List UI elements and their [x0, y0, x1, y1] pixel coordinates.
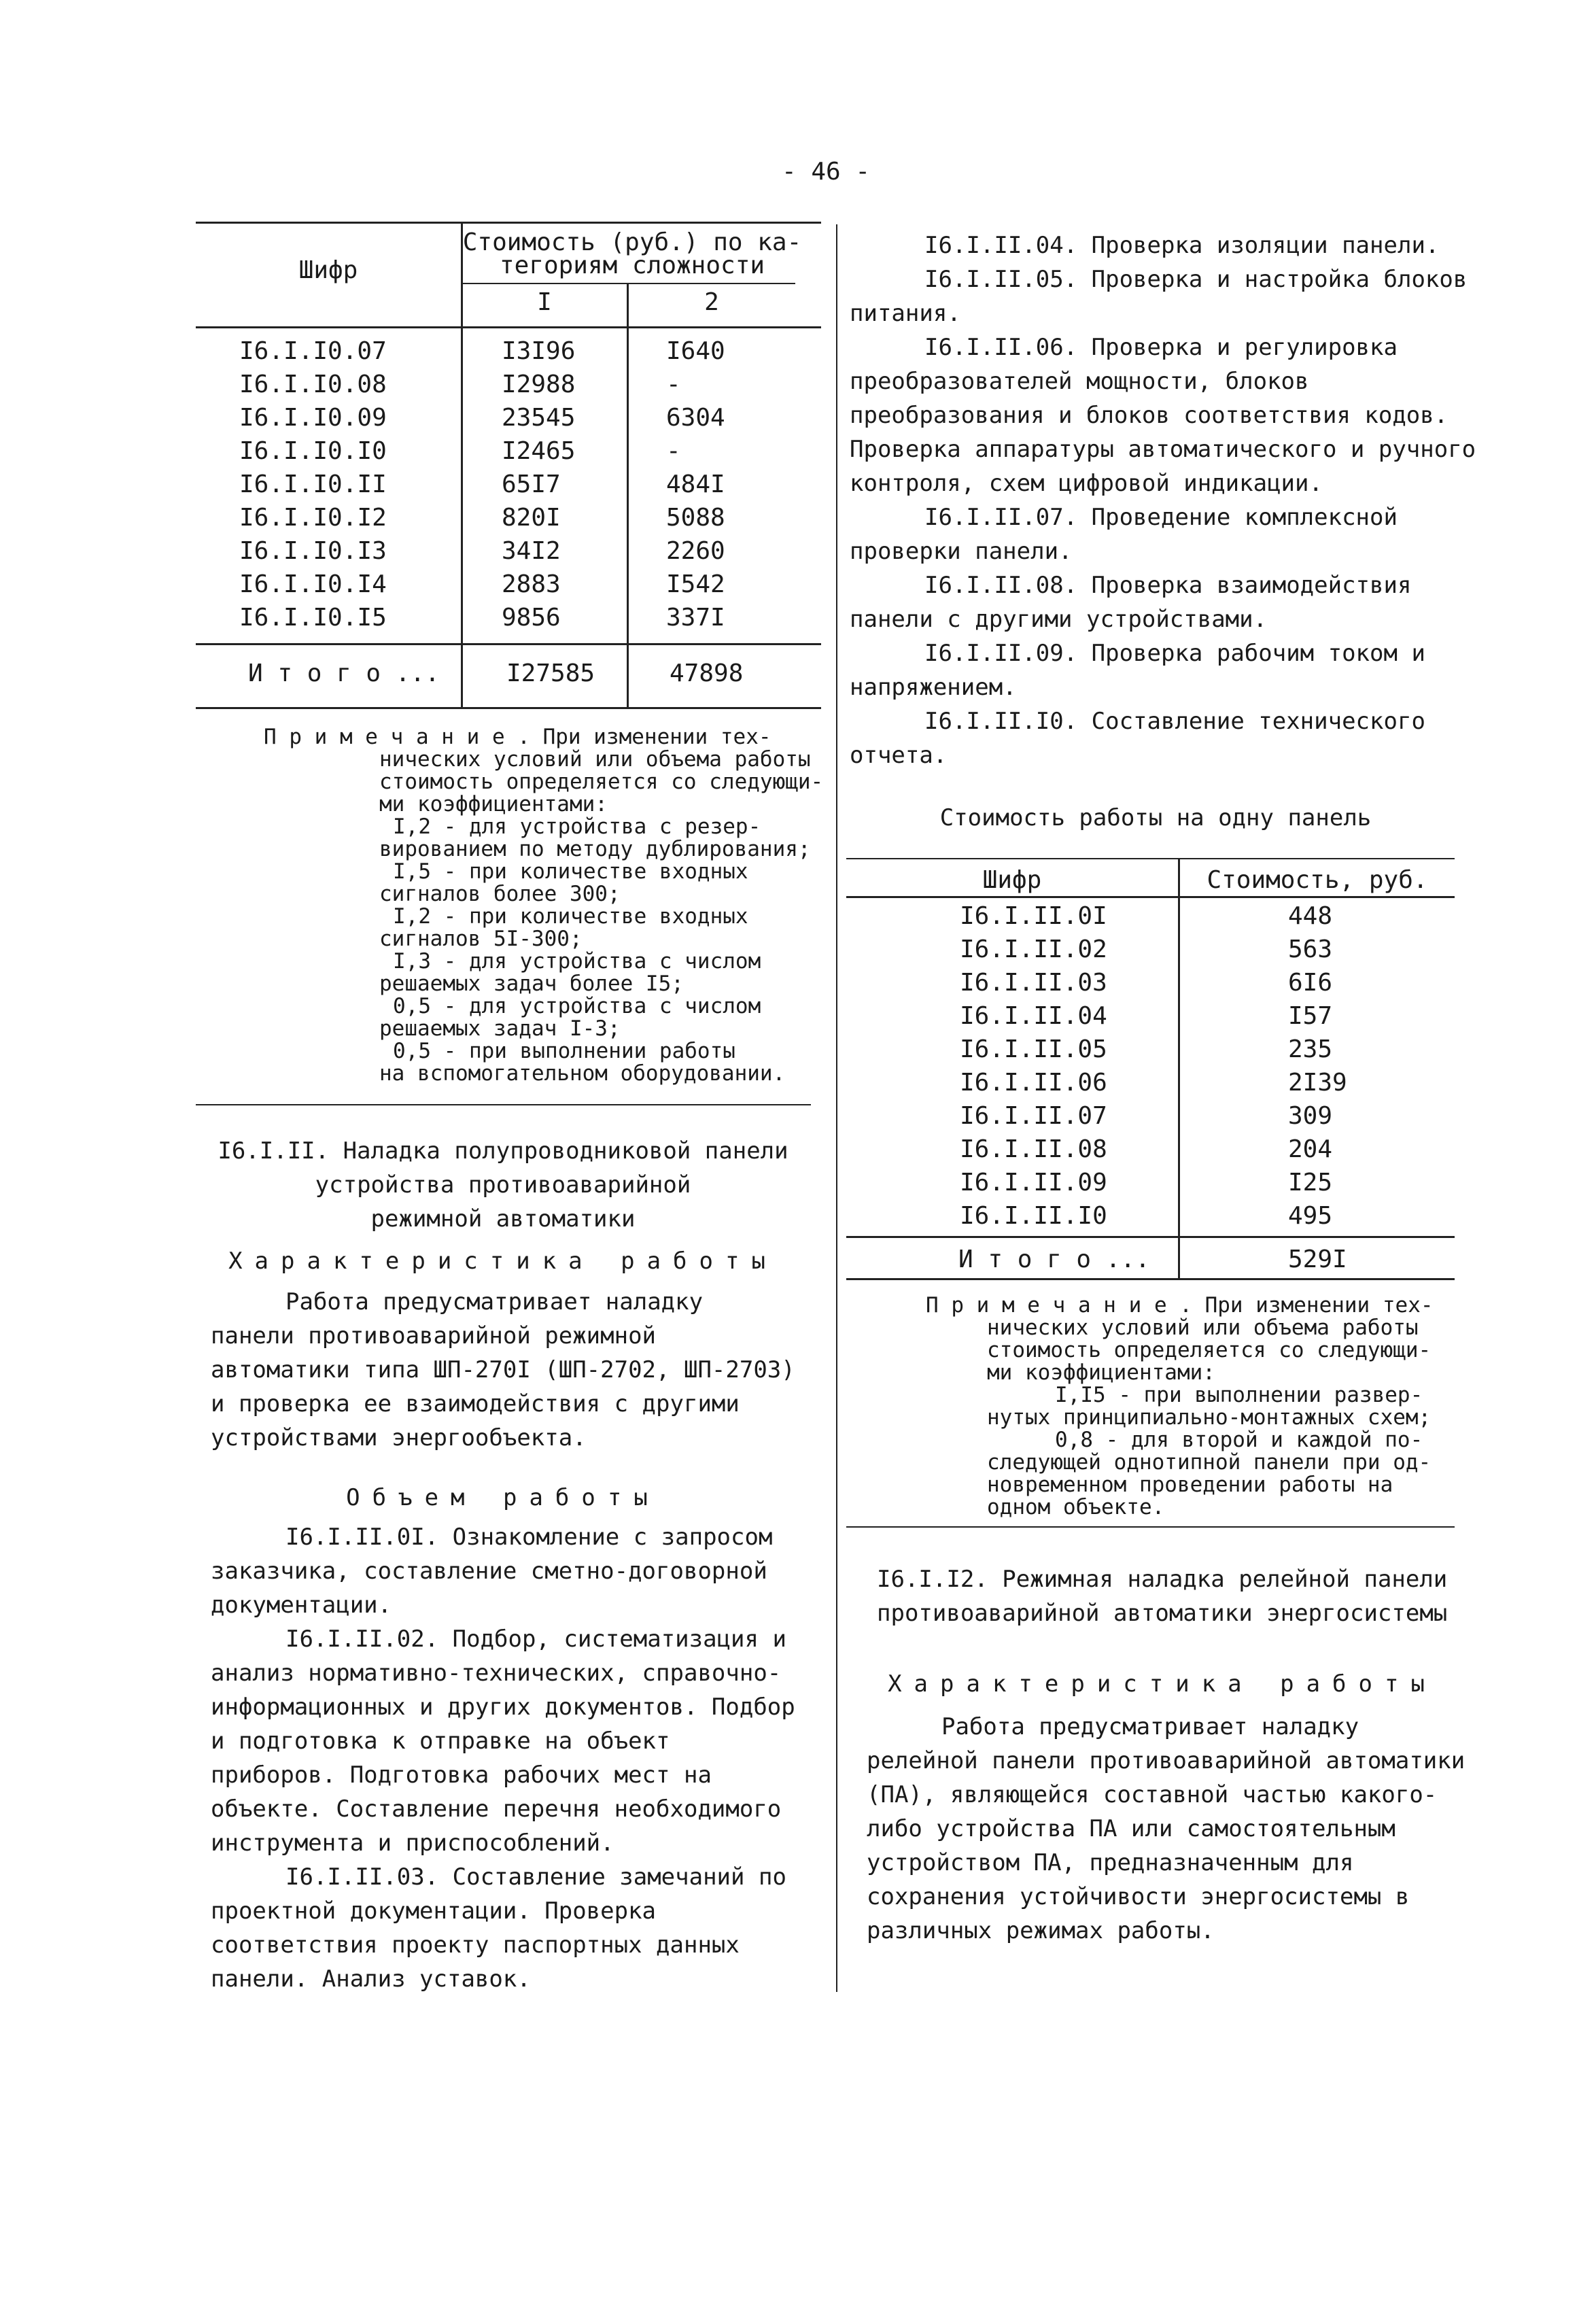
table-rule: [627, 284, 629, 707]
note-line: стоимость определяется со следующи-: [987, 1338, 1432, 1362]
note-line: решаемых задач I-3;: [379, 1016, 621, 1041]
work-item: I6.I.II.04. Проверка изоляции панели.: [924, 232, 1440, 259]
row-cost: I25: [1288, 1169, 1333, 1197]
section-title-line: I6.I.II. Наладка полупроводниковой панели: [218, 1137, 788, 1165]
row-cost-cat2: I542: [666, 570, 725, 598]
row-cost-cat1: 34I2: [502, 537, 561, 565]
char-text-1611: Работа предусматривает наладку панели противоаварийной режимной автоматики типа ШП-270I (ШП-2702, ШП-2703) и проверка ее взаимодействия с другими устройствами энергообъекта.: [211, 1288, 795, 1451]
header-code: Шифр: [982, 866, 1042, 894]
note-line: I,I5 - при выполнении развер-: [1055, 1383, 1423, 1407]
row-cost: 235: [1288, 1035, 1333, 1063]
note-line: I,2 - для устройства с резер-: [393, 814, 761, 839]
work-item: I6.I.II.08. Проверка взаимодействия панели с другими устройствами.: [850, 572, 1412, 633]
table-rule: [846, 1278, 1455, 1280]
row-code: I6.I.I0.09: [239, 404, 387, 432]
char-heading-1612: Характеристика работы: [888, 1670, 1437, 1698]
table-rule: [462, 283, 795, 284]
row-code: I6.I.I0.I5: [239, 604, 387, 632]
header-category-2: 2: [704, 288, 719, 316]
row-cost-cat1: 65I7: [502, 470, 561, 498]
work-item: I6.I.II.07. Проведение комплексной проверки панели.: [850, 504, 1398, 565]
note-line: нутых принципиально-монтажных схем;: [987, 1405, 1432, 1430]
total-label: И т о г о ...: [958, 1245, 1150, 1273]
row-cost-cat1: I2465: [502, 437, 576, 465]
note-line: одном объекте.: [987, 1495, 1165, 1519]
table-rule: [846, 858, 1455, 859]
note-line: стоимость определяется со следующи-: [379, 770, 824, 794]
total-label: И т о г о ...: [248, 659, 440, 687]
row-cost: 6I6: [1288, 969, 1333, 997]
row-code: I6.I.II.08: [960, 1135, 1107, 1163]
work-item: I6.I.II.05. Проверка и настройка блоков питания.: [850, 266, 1468, 327]
row-cost: I57: [1288, 1002, 1333, 1030]
table-rule: [196, 643, 821, 645]
note-line: ми коэффициентами:: [987, 1360, 1215, 1385]
volume-heading: Объем работы: [346, 1484, 660, 1511]
note-line: сигналов 5I-300;: [379, 927, 583, 951]
note-line: 0,5 - при выполнении работы: [393, 1039, 735, 1063]
row-cost: 204: [1288, 1135, 1333, 1163]
row-cost: 563: [1288, 935, 1333, 963]
section-title-line: режимной автоматики: [370, 1205, 636, 1233]
row-cost: 495: [1288, 1202, 1333, 1230]
row-code: I6.I.I0.07: [239, 337, 387, 365]
page-number: - 46 -: [782, 158, 871, 186]
note-line: I,5 - при количестве входных: [393, 859, 748, 884]
work-item: I6.I.II.03. Составление замечаний по проектной документации. Проверка соответствия проекту паспортных данных панели. Анализ уставок.: [211, 1863, 786, 1993]
note-rule: [196, 1104, 811, 1105]
note-line: 0,8 - для второй и каждой по-: [1055, 1428, 1423, 1452]
row-code: I6.I.I0.I4: [239, 570, 387, 598]
note-rule: [846, 1526, 1455, 1528]
row-code: I6.I.II.0I: [960, 902, 1107, 930]
row-code: I6.I.II.I0: [960, 1202, 1107, 1230]
volume-items-right: [850, 228, 1482, 772]
volume-items-left: [211, 1520, 809, 1996]
section-title-line: устройства противоаварийной: [315, 1171, 691, 1199]
total-cat1: I27585: [506, 659, 595, 687]
row-cost-cat1: I2988: [502, 371, 576, 398]
note-line: I,3 - для устройства с числом: [393, 949, 761, 974]
section-1611-title: [197, 1134, 809, 1236]
row-code: I6.I.II.03: [960, 969, 1107, 997]
note-line: нических условий или объема работы: [987, 1316, 1419, 1340]
left-note: [264, 725, 824, 1086]
table-rule: [196, 707, 821, 709]
note-line: нических условий или объема работы: [379, 747, 811, 772]
row-cost-cat2: 6304: [666, 404, 725, 432]
row-cost-cat1: 9856: [502, 604, 561, 632]
row-code: I6.I.II.07: [960, 1102, 1107, 1130]
header-code: Шифр: [298, 256, 358, 284]
table-rule: [1178, 858, 1180, 1278]
header-category-1: I: [537, 288, 552, 316]
note-line: П р и м е ч а н и е . При изменении тех-: [264, 725, 771, 749]
note-line: П р и м е ч а н и е . При изменении тех-: [926, 1293, 1434, 1318]
header-cost: Стоимость (руб.) по ка-: [462, 228, 802, 256]
row-cost-cat1: 820I: [502, 504, 561, 532]
row-cost-cat2: 484I: [666, 470, 725, 498]
row-cost: 448: [1288, 902, 1333, 930]
note-line: решаемых задач более I5;: [379, 972, 684, 996]
row-cost-cat1: I3I96: [502, 337, 576, 365]
work-item: I6.I.II.I0. Составление технического отчета.: [850, 708, 1425, 769]
table-rule: [196, 326, 821, 328]
table-rule: [196, 222, 821, 224]
note-line: следующей однотипной панели при од-: [987, 1450, 1432, 1475]
work-item: I6.I.II.0I. Ознакомление с запросом заказчика, составление сметно-договорной документации.: [211, 1524, 773, 1619]
section-title-line: противоаварийной автоматики энергосистемы: [877, 1600, 1448, 1627]
total-cost: 529I: [1288, 1245, 1347, 1273]
row-code: I6.I.II.05: [960, 1035, 1107, 1063]
work-item: I6.I.II.09. Проверка рабочим током и напряжением.: [850, 640, 1425, 701]
column-divider: [836, 224, 837, 1992]
header-cost: тегориям сложности: [499, 252, 765, 279]
note-line: I,2 - при количестве входных: [393, 904, 748, 929]
work-item: I6.I.II.06. Проверка и регулировка преобразователей мощности, блоков преобразования и блоков соответствия кодов. Проверка аппаратуры автоматического и ручного контроля, схем цифровой индикации.: [850, 334, 1476, 497]
work-item: I6.I.II.02. Подбор, систематизация и анализ нормативно-технических, справочно-информационных и других документов. Подбор и подготовка к отправке на объект приборов. Подготовка рабочих мест на объекте. Составление перечня необходимого инструмента и приспособлений.: [211, 1626, 795, 1857]
row-code: I6.I.I0.I3: [239, 537, 387, 565]
char-heading-1611: Характеристика работы: [228, 1248, 778, 1275]
row-code: I6.I.II.02: [960, 935, 1107, 963]
right-note: [926, 1293, 1497, 1519]
row-cost: 2I39: [1288, 1069, 1347, 1097]
row-code: I6.I.I0.I0: [239, 437, 387, 465]
note-line: на вспомогательном оборудовании.: [379, 1061, 786, 1086]
row-cost-cat2: -: [666, 437, 681, 465]
row-cost-cat1: 23545: [502, 404, 576, 432]
note-line: новременном проведении работы на: [987, 1473, 1393, 1497]
row-code: I6.I.II.06: [960, 1069, 1107, 1097]
row-cost-cat2: -: [666, 371, 681, 398]
right-table-caption: Стоимость работы на одну панель: [939, 804, 1372, 831]
row-code: I6.I.I0.08: [239, 371, 387, 398]
row-cost-cat2: I640: [666, 337, 725, 365]
row-code: I6.I.II.09: [960, 1169, 1107, 1197]
row-cost-cat2: 2260: [666, 537, 725, 565]
row-code: I6.I.II.04: [960, 1002, 1107, 1030]
row-code: I6.I.I0.I2: [239, 504, 387, 532]
row-code: I6.I.I0.II: [239, 470, 387, 498]
table-rule: [846, 1236, 1455, 1238]
char-text-1612: Работа предусматривает наладку релейной панели противоаварийной автоматики (ПА), являющейся составной частью какого-либо устройства ПА или самостоятельным устройством ПА, предназначенным для сохранения устойчивости энергосистемы в различных режимах работы.: [867, 1713, 1465, 1944]
row-cost: 309: [1288, 1102, 1333, 1130]
note-line: 0,5 - для устройства с числом: [393, 994, 761, 1018]
row-cost-cat2: 337I: [666, 604, 725, 632]
note-line: сигналов более 300;: [379, 882, 621, 906]
total-cat2: 47898: [670, 659, 744, 687]
header-cost: Стоимость, руб.: [1207, 866, 1428, 894]
note-line: ми коэффициентами:: [379, 792, 608, 816]
row-cost-cat1: 2883: [502, 570, 561, 598]
note-line: вированием по методу дублирования;: [379, 837, 811, 861]
section-1612-title: [877, 1562, 1489, 1630]
row-cost-cat2: 5088: [666, 504, 725, 532]
section-title-line: I6.I.I2. Режимная наладка релейной панели: [877, 1566, 1448, 1593]
